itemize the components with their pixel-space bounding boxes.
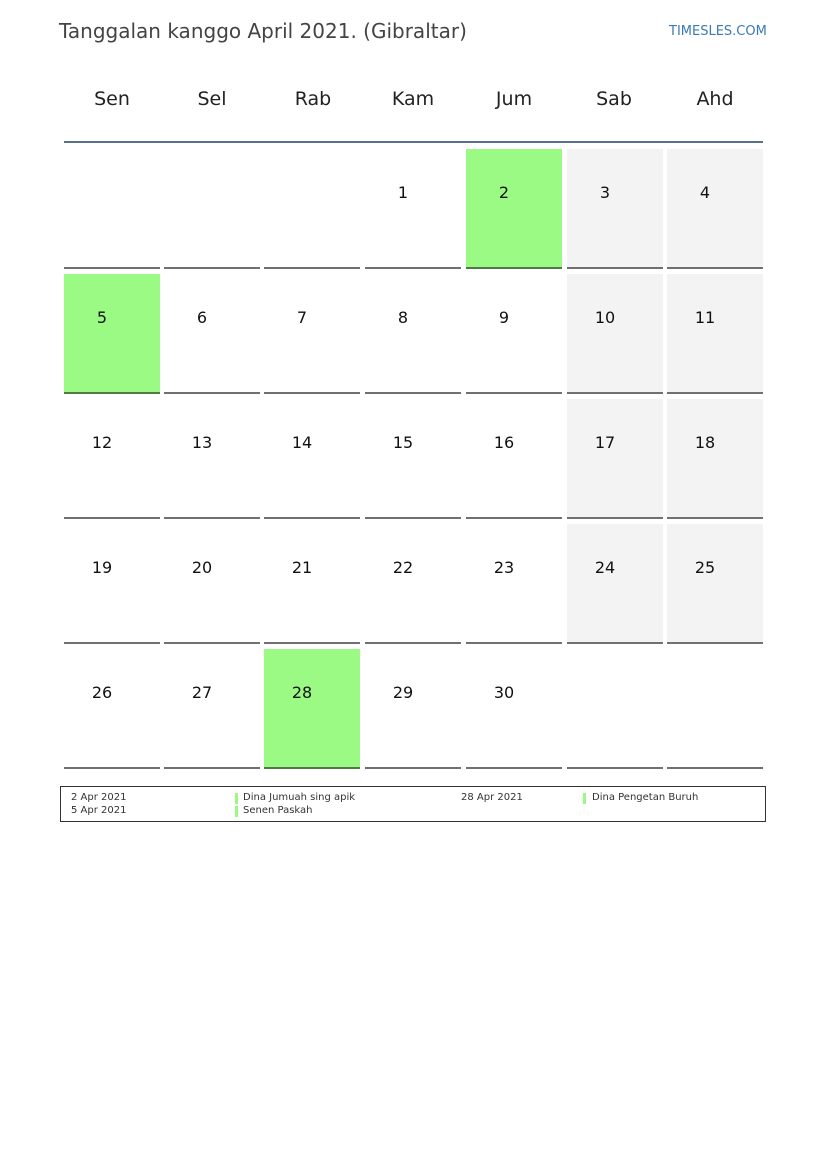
day-cell[interactable]: [365, 524, 461, 644]
calendar-grid: [64, 149, 764, 771]
legend-holiday-name: Dina Pengetan Buruh: [592, 792, 699, 803]
weekday-label: Kam: [391, 88, 435, 110]
day-number: 17: [594, 433, 616, 452]
page-title: Tanggalan kanggo April 2021. (Gibraltar): [59, 19, 467, 43]
day-number: 24: [594, 558, 616, 577]
legend-holiday-name: Senen Paskah: [243, 805, 313, 816]
day-number: 29: [392, 683, 414, 702]
day-cell[interactable]: [567, 274, 663, 394]
empty-day-cell: [64, 149, 160, 269]
day-number: 30: [493, 683, 515, 702]
day-cell[interactable]: [466, 274, 562, 394]
day-number: 4: [699, 183, 711, 202]
day-cell[interactable]: [466, 149, 562, 269]
day-number: 3: [599, 183, 611, 202]
day-cell[interactable]: [365, 399, 461, 519]
day-number: 6: [196, 308, 208, 327]
day-number: 26: [91, 683, 113, 702]
day-cell[interactable]: [264, 274, 360, 394]
day-cell[interactable]: [567, 399, 663, 519]
legend-holiday-name: Dina Jumuah sing apik: [243, 792, 356, 803]
day-cell[interactable]: [567, 149, 663, 269]
legend-color-swatch: [235, 793, 238, 804]
day-number: 25: [694, 558, 716, 577]
day-number: 12: [91, 433, 113, 452]
day-number: 8: [397, 308, 409, 327]
day-number: 2: [498, 183, 510, 202]
weekday-label: Jum: [495, 88, 533, 110]
day-number: 9: [498, 308, 510, 327]
day-number: 27: [191, 683, 213, 702]
day-cell[interactable]: [667, 274, 763, 394]
empty-day-cell: [567, 649, 663, 769]
day-cell[interactable]: [365, 149, 461, 269]
day-cell[interactable]: [365, 274, 461, 394]
day-cell[interactable]: [264, 399, 360, 519]
day-number: 21: [291, 558, 313, 577]
day-number: 13: [191, 433, 213, 452]
day-number: 19: [91, 558, 113, 577]
day-cell[interactable]: [164, 399, 260, 519]
day-number: 1: [397, 183, 409, 202]
day-cell[interactable]: [466, 649, 562, 769]
day-number: 7: [296, 308, 308, 327]
day-cell[interactable]: [365, 649, 461, 769]
legend-color-swatch: [583, 793, 586, 804]
brand-link[interactable]: TIMESLES.COM: [669, 24, 767, 39]
day-cell[interactable]: [466, 524, 562, 644]
day-number: 20: [191, 558, 213, 577]
day-cell[interactable]: [64, 399, 160, 519]
legend-date: 2 Apr 2021: [71, 792, 127, 803]
day-cell[interactable]: [64, 524, 160, 644]
weekday-label: Sen: [94, 88, 130, 110]
day-cell[interactable]: [64, 274, 160, 394]
legend-color-swatch: [235, 806, 238, 817]
legend-date: 5 Apr 2021: [71, 805, 127, 816]
day-number: 22: [392, 558, 414, 577]
day-cell[interactable]: [164, 274, 260, 394]
empty-day-cell: [164, 149, 260, 269]
day-cell[interactable]: [164, 649, 260, 769]
day-number: 10: [594, 308, 616, 327]
header-divider: [64, 141, 763, 143]
weekday-header: [62, 88, 766, 118]
holiday-legend: [60, 786, 766, 822]
day-number: 16: [493, 433, 515, 452]
day-cell[interactable]: [64, 649, 160, 769]
day-cell[interactable]: [264, 649, 360, 769]
day-cell[interactable]: [667, 149, 763, 269]
day-cell[interactable]: [667, 524, 763, 644]
weekday-label: Ahd: [696, 88, 734, 110]
day-number: 14: [291, 433, 313, 452]
day-number: 23: [493, 558, 515, 577]
day-number: 15: [392, 433, 414, 452]
day-number: 11: [694, 308, 716, 327]
weekday-label: Sab: [596, 88, 632, 110]
day-cell[interactable]: [164, 524, 260, 644]
day-cell[interactable]: [264, 524, 360, 644]
legend-date: 28 Apr 2021: [461, 792, 523, 803]
empty-day-cell: [264, 149, 360, 269]
weekday-label: Sel: [197, 88, 227, 110]
empty-day-cell: [667, 649, 763, 769]
day-cell[interactable]: [667, 399, 763, 519]
weekday-label: Rab: [294, 88, 332, 110]
day-number: 28: [291, 683, 313, 702]
day-cell[interactable]: [567, 524, 663, 644]
day-cell[interactable]: [466, 399, 562, 519]
day-number: 18: [694, 433, 716, 452]
day-number: 5: [96, 308, 108, 327]
